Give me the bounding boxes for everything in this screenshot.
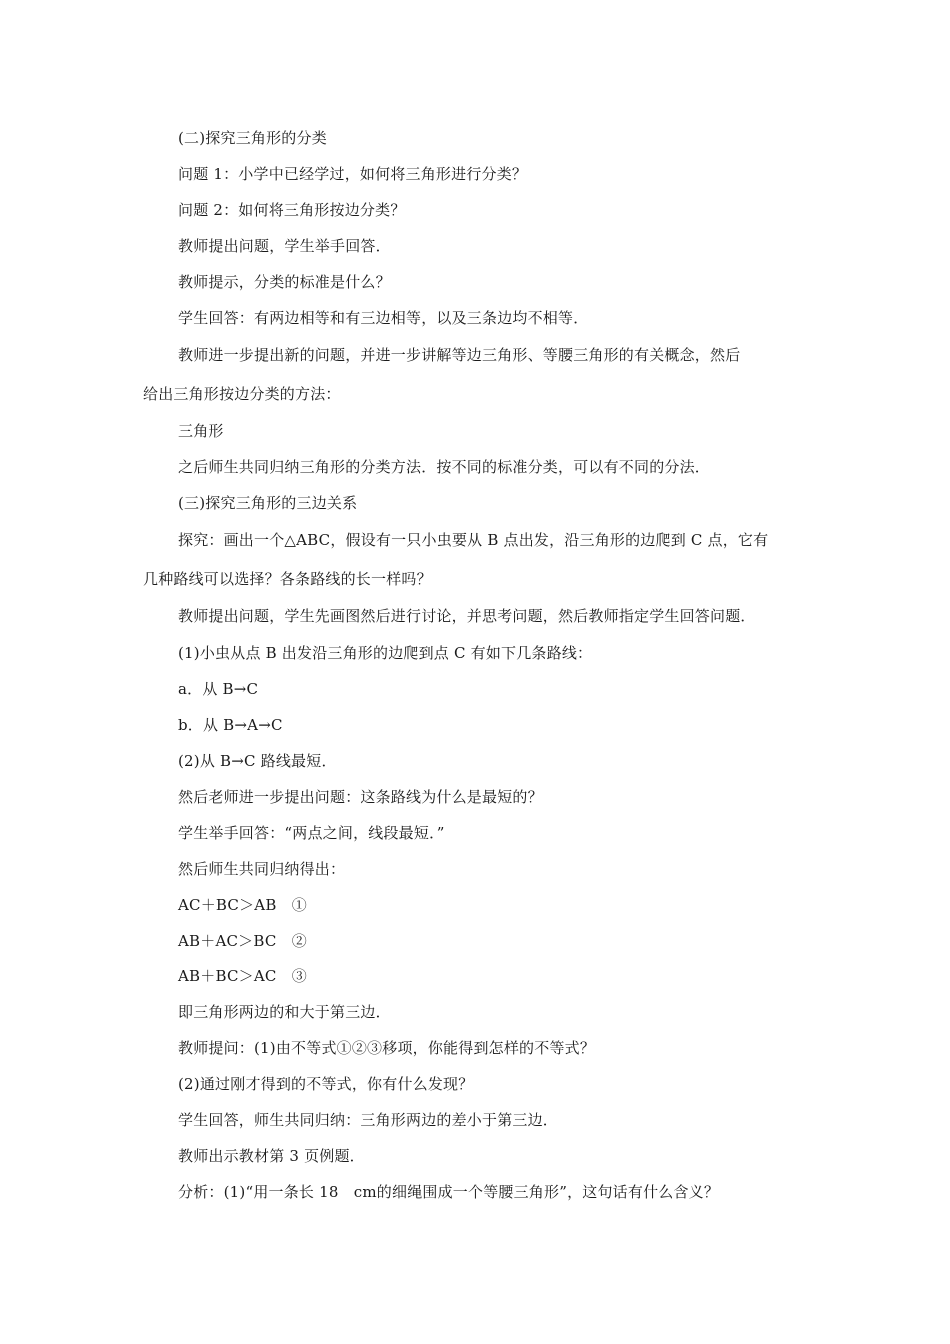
section-heading-classification: (二)探究三角形的分类 [178, 129, 327, 147]
exploration-prompt: 探究：画出一个△ABC，假设有一只小虫要从 B 点出发，沿三角形的边爬到 C 点，它有 [178, 531, 769, 549]
question-1: 问题 1：小学中已经学过，如何将三角形进行分类？ [178, 165, 528, 183]
conclusion-difference: 学生回答，师生共同归纳：三角形两边的差小于第三边． [178, 1111, 559, 1129]
shortest-route: (2)从 B→C 路线最短． [178, 752, 337, 770]
inequality-2: AB＋AC＞BC ② [178, 932, 307, 950]
route-b: b．从 B→A→C [178, 716, 283, 734]
paragraph: 教师进一步提出新的问题，并进一步讲解等边三角形、等腰三角形的有关概念，然后 [178, 346, 741, 364]
route-a: a．从 B→C [178, 680, 259, 698]
paragraph-continuation: 给出三角形按边分类的方法： [143, 385, 341, 403]
route-intro: (1)小虫从点 B 出发沿三角形的边爬到点 C 有如下几条路线： [178, 644, 593, 662]
student-answer: 学生举手回答：“两点之间，线段最短．” [178, 824, 445, 842]
classification-root: 三角形 [178, 422, 224, 440]
paragraph-continuation: 几种路线可以选择？各条路线的长一样吗？ [143, 570, 432, 588]
teacher-question-2: (2)通过刚才得到的不等式，你有什么发现？ [178, 1075, 474, 1093]
conclusion: 即三角形两边的和大于第三边． [178, 1003, 391, 1021]
paragraph: 然后老师进一步提出问题：这条路线为什么是最短的？ [178, 788, 543, 806]
analysis: 分析：(1)“用一条长 18 cm的细绳围成一个等腰三角形”，这句话有什么含义？ [178, 1183, 720, 1201]
teacher-question: 教师提问：(1)由不等式①②③移项，你能得到怎样的不等式？ [178, 1039, 596, 1057]
question-2: 问题 2：如何将三角形按边分类？ [178, 201, 406, 219]
paragraph: 之后师生共同归纳三角形的分类方法．按不同的标准分类，可以有不同的分法． [178, 458, 711, 476]
section-heading-three-sides: (三)探究三角形的三边关系 [178, 494, 358, 512]
inequality-3: AB＋BC＞AC ③ [178, 967, 307, 985]
inequality-1: AC＋BC＞AB ① [178, 896, 307, 914]
paragraph: 教师提出问题，学生先画图然后进行讨论，并思考问题，然后教师指定学生回答问题． [178, 607, 756, 625]
example-intro: 教师出示教材第 3 页例题． [178, 1147, 365, 1165]
paragraph: 学生回答：有两边相等和有三边相等，以及三条边均不相等． [178, 309, 589, 327]
paragraph: 教师提出问题，学生举手回答． [178, 237, 391, 255]
paragraph: 然后师生共同归纳得出： [178, 860, 346, 878]
paragraph: 教师提示，分类的标准是什么？ [178, 273, 391, 291]
